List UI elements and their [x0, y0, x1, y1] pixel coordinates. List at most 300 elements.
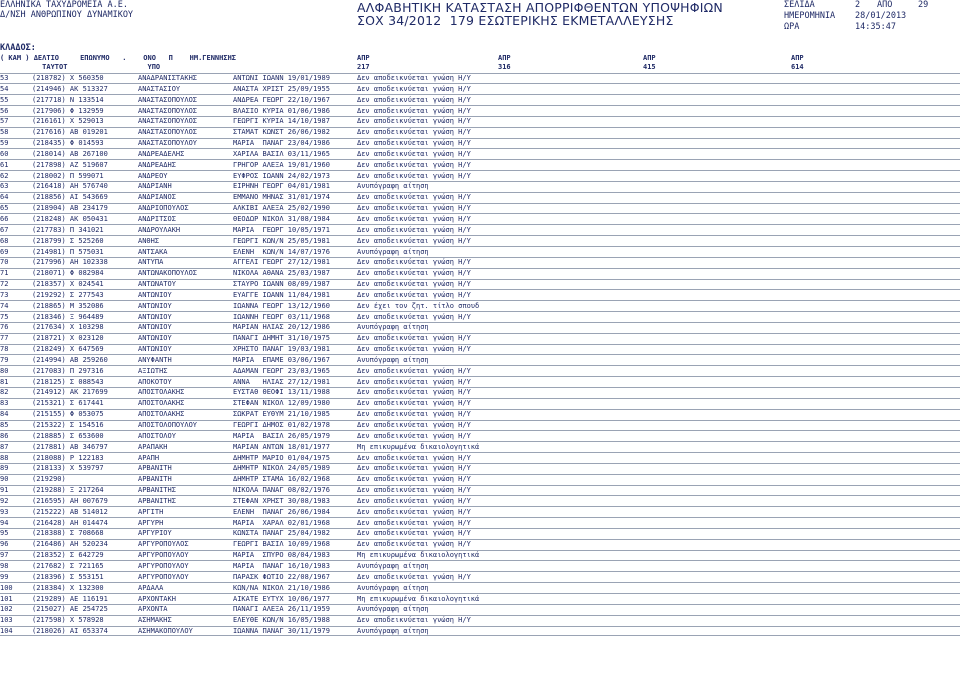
row-name: ΕΥΣΤΑΘ ΘΕΟΦΙ 13/11/1988: [233, 388, 330, 397]
row-number: 102: [0, 605, 13, 614]
row-reason: Ανυπόγραφη αίτηση: [357, 323, 429, 332]
table-row: [0, 246, 960, 257]
row-name: ΕΙΡΗΝΗ ΓΕΩΡΓ 04/01/1981: [233, 182, 330, 191]
row-number: 63: [0, 182, 9, 191]
apr-value-4: 614: [791, 63, 804, 71]
table-row: [0, 192, 960, 203]
row-name: ΜΑΡΙΑ ΧΑΡΑΛ 02/01/1968: [233, 518, 330, 527]
row-reason: Δεν αποδεικνύεται γνώση Η/Υ: [357, 464, 471, 473]
table-row: [0, 148, 960, 159]
row-id: (218435) Φ 014593: [32, 139, 104, 148]
row-name: ΑΝΤΩΝΙ ΙΩΑΝΝ 19/01/1989: [233, 74, 330, 82]
row-name: ΝΙΚΟΛΑ ΑΘΑΝΑ 25/03/1987: [233, 269, 330, 278]
table-row: [0, 300, 960, 311]
row-name: ΜΑΡΙΑ ΓΕΩΡΓ 10/05/1971: [233, 225, 330, 234]
table-row: [0, 398, 960, 409]
row-id: (218133) Χ 539797: [32, 464, 104, 473]
row-number: 95: [0, 529, 9, 538]
row-surname: ΑΡΓΙΤΗ: [138, 507, 164, 516]
row-surname: ΑΡΓΥΡΟΠΟΥΛΟΥ: [138, 572, 189, 581]
row-id: (214912) ΑΚ 217699: [32, 388, 108, 397]
row-reason: Δεν αποδεικνύεται γνώση Η/Υ: [357, 171, 471, 180]
row-number: 103: [0, 616, 13, 625]
row-surname: ΑΡΑΠΗ: [138, 453, 160, 462]
row-id: (217634) Χ 103298: [32, 323, 104, 332]
row-surname: ΑΝΔΡΙΟΠΟΥΛΟΣ: [138, 204, 189, 213]
row-reason: Δεν αποδεικνύεται γνώση Η/Υ: [357, 236, 471, 245]
row-id: (218014) ΑΒ 267100: [32, 149, 108, 158]
row-surname: ΑΝΤΥΠΑ: [138, 258, 164, 267]
row-surname: ΑΝΑΔΡΑΝΙΣΤΑΚΗΣ: [138, 74, 198, 82]
page-number: 2: [855, 0, 861, 10]
row-number: 98: [0, 561, 9, 570]
row-surname: ΑΠΟΣΤΟΛΑΚΗΣ: [138, 399, 185, 408]
table-row: [0, 604, 960, 615]
table-row: [0, 224, 960, 235]
row-name: ΚΩΝ/ΝΑ ΝΙΚΟΛ 21/10/1986: [233, 583, 330, 592]
org-department: Δ/ΝΣΗ ΑΝΘΡΩΠΙΝΟΥ ΔΥΝΑΜΙΚΟΥ: [0, 10, 134, 20]
row-surname: ΑΡΑΠΑΚΗ: [138, 442, 168, 451]
row-reason: Δεν αποδεικνύεται γνώση Η/Υ: [357, 496, 471, 505]
row-reason: Δεν αποδεικνύεται γνώση Η/Υ: [357, 128, 471, 137]
row-name: ΑΝΔΡΕΑ ΓΕΩΡΓ 22/10/1967: [233, 95, 330, 104]
table-row: [0, 485, 960, 496]
row-name: ΜΑΡΙΑΝ ΑΝΤΩΝ 18/01/1977: [233, 442, 330, 451]
row-number: 64: [0, 193, 9, 202]
report-title: ΑΛΦΑΒΗΤΙΚΗ ΚΑΤΑΣΤΑΣΗ ΑΠΟΡΡΙΦΘΕΝΤΩΝ ΥΠΟΨΗΦΙΩΝ: [357, 0, 723, 15]
row-reason: Δεν αποδεικνύεται γνώση Η/Υ: [357, 475, 471, 484]
row-id: (218071) Φ 082984: [32, 269, 104, 278]
row-name: ΠΑΡΑΣΚ ΦΩΤΙΟ 22/08/1967: [233, 572, 330, 581]
table-row: [0, 138, 960, 149]
row-reason: Ανυπόγραφη αίτηση: [357, 627, 429, 636]
row-id: (215027) ΑΕ 254725: [32, 605, 108, 614]
row-surname: ΑΝΤΩΝΑΤΟΥ: [138, 280, 176, 289]
row-surname: ΑΡΧΟΝΤΑ: [138, 605, 168, 614]
row-reason: Δεν αποδεικνύεται γνώση Η/Υ: [357, 225, 471, 234]
table-row: [0, 593, 960, 604]
table-row: [0, 376, 960, 387]
row-id: (216161) Χ 529013: [32, 117, 104, 126]
row-number: 72: [0, 280, 9, 289]
row-surname: ΑΠΟΣΤΟΛΟΠΟΥΛΟΥ: [138, 421, 198, 429]
row-reason: Δεν αποδεικνύεται γνώση Η/Υ: [357, 616, 471, 625]
table-row: [0, 127, 960, 138]
row-name: ΕΛΕΝΗ ΚΩΝ/Ν 14/07/1976: [233, 247, 330, 256]
row-reason: Δεν αποδεικνύεται γνώση Η/Υ: [357, 366, 471, 375]
table-row: [0, 257, 960, 268]
row-id: (218782) Χ 560350: [32, 74, 104, 82]
row-reason: Δεν αποδεικνύεται γνώση Η/Υ: [357, 486, 471, 495]
row-id: (214994) ΑΒ 259260: [32, 355, 108, 364]
row-surname: ΑΝΔΡΕΑΔΕΛΗΣ: [138, 149, 185, 158]
row-name: ΓΕΩΡΓΙ ΔΗΜΟΣ 01/02/1978: [233, 421, 330, 429]
row-number: 60: [0, 149, 9, 158]
apr-value-1: 217: [357, 63, 370, 71]
row-surname: ΑΡΓΥΡΙΟΥ: [138, 529, 172, 538]
row-name: ΜΑΡΙΑ ΒΑΣΙΛ 26/05/1979: [233, 431, 330, 440]
table-row: [0, 105, 960, 116]
row-number: 76: [0, 323, 9, 332]
row-surname: ΑΠΟΣΤΟΛΑΚΗΣ: [138, 388, 185, 397]
page-of-label: ΑΠΟ: [877, 0, 893, 10]
row-reason: Δεν αποδεικνύεται γνώση Η/Υ: [357, 193, 471, 202]
row-number: 68: [0, 236, 9, 245]
row-name: ΕΥΑΓΓΕ ΙΩΑΝΝ 11/04/1981: [233, 290, 330, 299]
table-row: [0, 354, 960, 365]
row-surname: ΑΡΓΥΡΟΠΟΥΛΟΣ: [138, 540, 189, 549]
row-name: ΑΝΝΑ ΗΛΙΑΣ 27/12/1981: [233, 377, 330, 386]
row-surname: ΑΝΔΡΟΥΛΑΚΗ: [138, 225, 181, 234]
time-label: ΩΡΑ: [784, 22, 800, 32]
row-name: ΑΔΑΜΑΝ ΓΕΩΡΓ 23/03/1965: [233, 366, 330, 375]
row-reason: Μη επικυρωμένα δικαιολογητικά: [357, 594, 480, 603]
row-name: ΙΩΑΝΝΑ ΠΑΝΑΓ 30/11/1979: [233, 627, 330, 636]
table-row: [0, 626, 960, 637]
row-number: 80: [0, 366, 9, 375]
row-number: 77: [0, 334, 9, 343]
row-name: ΔΗΜΗΤΡ ΜΑΡΙΟ 01/04/1975: [233, 453, 330, 462]
row-reason: Δεν αποδεικνύεται γνώση Η/Υ: [357, 377, 471, 386]
row-number: 87: [0, 442, 9, 451]
row-number: 91: [0, 486, 9, 495]
row-number: 84: [0, 410, 9, 419]
row-number: 79: [0, 355, 9, 364]
row-reason: Δεν αποδεικνύεται γνώση Η/Υ: [357, 388, 471, 397]
row-name: ΣΤΑΥΡΟ ΙΩΑΝΝ 08/09/1987: [233, 280, 330, 289]
row-number: 69: [0, 247, 9, 256]
table-row: [0, 344, 960, 355]
row-number: 67: [0, 225, 9, 234]
row-number: 82: [0, 388, 9, 397]
table-row: [0, 560, 960, 571]
table-row: [0, 94, 960, 105]
row-id: (219288) Ξ 217264: [32, 486, 104, 495]
row-number: 88: [0, 453, 9, 462]
row-surname: ΑΡΔΑΛΑ: [138, 583, 164, 592]
row-name: ΣΤΕΦΑΝ ΧΡΗΣΤ 30/08/1983: [233, 496, 330, 505]
row-surname: ΑΡΒΑΝΙΤΗΣ: [138, 486, 176, 495]
row-number: 71: [0, 269, 9, 278]
row-surname: ΑΣΗΜΑΚΗΣ: [138, 616, 172, 625]
row-reason: Δεν αποδεικνύεται γνώση Η/Υ: [357, 345, 471, 354]
row-name: ΒΛΑΣΙΟ ΚΥΡΙΑ 01/06/1986: [233, 106, 330, 115]
report-date: 28/01/2013: [855, 11, 907, 21]
row-reason: Δεν αποδεικνύεται γνώση Η/Υ: [357, 410, 471, 419]
row-surname: ΑΡΧΟΝΤΑΚΗ: [138, 594, 176, 603]
apr-header-1: ΑΠΡ: [357, 54, 370, 62]
row-reason: Δεν αποδεικνύεται γνώση Η/Υ: [357, 421, 471, 429]
row-number: 59: [0, 139, 9, 148]
row-name: ΜΑΡΙΑ ΕΠΑΜΕ 03/06/1967: [233, 355, 330, 364]
row-id: (215322) Σ 154516: [32, 421, 104, 429]
row-id: (216418) ΑΗ 576740: [32, 182, 108, 191]
row-number: 94: [0, 518, 9, 527]
row-surname: ΑΝΔΡΙΑΝΟΣ: [138, 193, 176, 202]
row-name: ΜΑΡΙΑ ΠΑΝΑΓ 16/10/1983: [233, 561, 330, 570]
row-number: 85: [0, 421, 9, 429]
table-row: [0, 474, 960, 485]
row-surname: ΑΡΓΥΡΟΠΟΥΛΟΥ: [138, 551, 189, 560]
row-surname: ΑΝΔΡΙΑΝΗ: [138, 182, 172, 191]
table-row: [0, 506, 960, 517]
table-row: [0, 159, 960, 170]
row-surname: ΑΝΤΩΝΑΚΟΠΟΥΛΟΣ: [138, 269, 198, 278]
row-reason: Δεν αποδεικνύεται γνώση Η/Υ: [357, 74, 471, 82]
klados-label: ΚΛΑΔΟΣ:: [0, 43, 36, 53]
row-number: 93: [0, 507, 9, 516]
row-number: 54: [0, 84, 9, 93]
table-row: [0, 430, 960, 441]
table-row: [0, 550, 960, 561]
row-number: 70: [0, 258, 9, 267]
row-surname: ΑΝΔΡΕΟΥ: [138, 171, 168, 180]
table-row: [0, 615, 960, 626]
row-id: (219290): [32, 475, 66, 484]
row-reason: Δεν έχει τον ζητ. τίτλο σπουδ: [357, 301, 480, 310]
page-label: ΣΕΛΙΔΑ: [784, 0, 815, 10]
row-number: 65: [0, 204, 9, 213]
row-number: 90: [0, 475, 9, 484]
row-number: 99: [0, 572, 9, 581]
table-row: [0, 116, 960, 127]
table-row: [0, 517, 960, 528]
row-reason: Δεν αποδεικνύεται γνώση Η/Υ: [357, 529, 471, 538]
table-row: [0, 181, 960, 192]
row-surname: ΑΝΤΩΝΙΟΥ: [138, 290, 172, 299]
row-id: (218865) Μ 352086: [32, 301, 104, 310]
row-surname: ΑΠΟΣΤΟΛΑΚΗΣ: [138, 410, 185, 419]
row-surname: ΑΝΑΣΤΑΣΟΠΟΥΛΟΥ: [138, 139, 198, 148]
row-id: (215155) Φ 053075: [32, 410, 104, 419]
row-surname: ΑΠΟΣΤΟΛΟΥ: [138, 431, 176, 440]
row-number: 100: [0, 583, 13, 592]
row-id: (215321) Σ 617441: [32, 399, 104, 408]
table-row: [0, 235, 960, 246]
row-name: ΕΛΕΥΘΕ ΚΩΝ/Ν 16/05/1988: [233, 616, 330, 625]
report-subtitle: ΣΟΧ 34/2012 179 ΕΣΩΤΕΡΙΚΗΣ ΕΚΜΕΤΑΛΛΕΥΣΗΣ: [357, 13, 674, 28]
row-id: (218249) Χ 647569: [32, 345, 104, 354]
row-reason: Ανυπόγραφη αίτηση: [357, 247, 429, 256]
row-name: ΓΡΗΓΟΡ ΑΛΕΞΑ 19/01/1960: [233, 160, 330, 169]
row-id: (218721) Χ 023120: [32, 334, 104, 343]
row-reason: Δεν αποδεικνύεται γνώση Η/Υ: [357, 106, 471, 115]
row-name: ΣΤΑΜΑΤ ΚΩΝΣΤ 26/06/1982: [233, 128, 330, 137]
apr-value-2: 316: [498, 63, 511, 71]
row-reason: Δεν αποδεικνύεται γνώση Η/Υ: [357, 431, 471, 440]
row-reason: Δεν αποδεικνύεται γνώση Η/Υ: [357, 540, 471, 549]
table-row: [0, 83, 960, 94]
row-reason: Δεν αποδεικνύεται γνώση Η/Υ: [357, 269, 471, 278]
row-id: (217906) Φ 132959: [32, 106, 104, 115]
table-row: [0, 322, 960, 333]
row-number: 97: [0, 551, 9, 560]
row-surname: ΑΠΟΚΟΤΟΥ: [138, 377, 172, 386]
table-row: [0, 203, 960, 214]
row-id: (218856) ΑΙ 543669: [32, 193, 108, 202]
applicant-list: [0, 73, 960, 637]
row-id: (218799) Σ 525260: [32, 236, 104, 245]
row-id: (217718) Ν 133514: [32, 95, 104, 104]
row-number: 66: [0, 214, 9, 223]
row-surname: ΑΝΘΗΣ: [138, 236, 160, 245]
row-name: ΑΛΚΙΒΙ ΑΛΕΞΑ 25/02/1990: [233, 204, 330, 213]
row-id: (214946) ΑΚ 513327: [32, 84, 108, 93]
row-surname: ΑΝΥΦΑΝΤΗ: [138, 355, 172, 364]
row-name: ΙΩΑΝΝΑ ΓΕΩΡΓ 13/12/1960: [233, 301, 330, 310]
row-reason: Ανυπόγραφη αίτηση: [357, 583, 429, 592]
table-row: [0, 213, 960, 224]
row-id: (216428) ΑΗ 014474: [32, 518, 108, 527]
row-reason: Δεν αποδεικνύεται γνώση Η/Υ: [357, 149, 471, 158]
row-name: ΙΩΑΝΝΗ ΓΕΩΡΓ 03/11/1968: [233, 312, 330, 321]
row-id: (217996) ΑΗ 102338: [32, 258, 108, 267]
row-name: ΜΑΡΙΑ ΠΑΝΑΓ 23/04/1986: [233, 139, 330, 148]
row-number: 61: [0, 160, 9, 169]
row-reason: Δεν αποδεικνύεται γνώση Η/Υ: [357, 95, 471, 104]
row-reason: Δεν αποδεικνύεται γνώση Η/Υ: [357, 258, 471, 267]
row-id: (218002) Π 599071: [32, 171, 104, 180]
row-surname: ΑΝΑΣΤΑΣΙΟΥ: [138, 84, 181, 93]
row-id: (214981) Π 575031: [32, 247, 104, 256]
table-row: [0, 420, 960, 431]
row-id: (218088) Ρ 122183: [32, 453, 104, 462]
table-row: [0, 279, 960, 290]
row-surname: ΑΣΗΜΑΚΟΠΟΥΛΟΥ: [138, 627, 193, 636]
table-row: [0, 582, 960, 593]
table-row: [0, 170, 960, 181]
row-id: (218026) ΑΙ 653374: [32, 627, 108, 636]
row-id: (217898) ΑΖ 519607: [32, 160, 108, 169]
row-number: 96: [0, 540, 9, 549]
table-row: [0, 571, 960, 582]
row-id: (219289) ΑΕ 116191: [32, 594, 108, 603]
row-name: ΕΜΜΑΝΟ ΜΗΝΑΣ 31/01/1974: [233, 193, 330, 202]
row-id: (218125) Σ 088543: [32, 377, 104, 386]
row-surname: ΑΞΙΩΤΗΣ: [138, 366, 168, 375]
row-id: (217783) Π 341021: [32, 225, 104, 234]
row-reason: Δεν αποδεικνύεται γνώση Η/Υ: [357, 290, 471, 299]
row-id: (218248) ΑΚ 050431: [32, 214, 108, 223]
row-number: 74: [0, 301, 9, 310]
row-number: 101: [0, 594, 13, 603]
row-reason: Μη επικυρωμένα δικαιολογητικά: [357, 442, 480, 451]
row-id: (217682) Σ 721165: [32, 561, 104, 570]
row-id: (216595) ΑΗ 007679: [32, 496, 108, 505]
table-row: [0, 268, 960, 279]
row-name: ΕΛΕΝΗ ΠΑΝΑΓ 26/06/1984: [233, 507, 330, 516]
row-number: 78: [0, 345, 9, 354]
row-name: ΕΥΦΡΟΣ ΙΩΑΝΝ 24/02/1973: [233, 171, 330, 180]
row-name: ΑΓΓΕΛΙ ΓΕΩΡΓ 27/12/1981: [233, 258, 330, 267]
row-number: 104: [0, 627, 13, 636]
row-reason: Δεν αποδεικνύεται γνώση Η/Υ: [357, 280, 471, 289]
row-number: 73: [0, 290, 9, 299]
row-number: 62: [0, 171, 9, 180]
row-surname: ΑΡΒΑΝΙΤΗΣ: [138, 496, 176, 505]
row-surname: ΑΝΤΩΝΙΟΥ: [138, 323, 172, 332]
column-header-line1: ( ΚΑΜ ) ΔΕΛΤΙΟ ΕΠΩΝΥΜΟ . ΟΝΟ Π ΗΜ.ΓΕΝΝΗΣΗΣ: [0, 54, 237, 62]
row-name: ΜΑΡΙΑ ΣΠΥΡΟ 08/04/1983: [233, 551, 330, 560]
row-reason: Ανυπόγραφη αίτηση: [357, 182, 429, 191]
row-name: ΘΕΟΔΩΡ ΝΙΚΟΛ 31/08/1984: [233, 214, 330, 223]
table-row: [0, 409, 960, 420]
row-id: (218346) Ξ 964489: [32, 312, 104, 321]
row-number: 56: [0, 106, 9, 115]
table-row: [0, 333, 960, 344]
table-row: [0, 387, 960, 398]
row-id: (217598) Χ 578928: [32, 616, 104, 625]
row-name: ΣΤΕΦΑΝ ΝΙΚΟΛ 12/09/1980: [233, 399, 330, 408]
row-id: (217881) ΑΒ 346797: [32, 442, 108, 451]
row-name: ΧΑΡΙΛΑ ΒΑΣΙΛ 03/11/1965: [233, 149, 330, 158]
row-name: ΓΕΩΡΓΙ ΚΥΡΙΑ 14/10/1987: [233, 117, 330, 126]
row-name: ΜΑΡΙΑΝ ΗΛΙΑΣ 20/12/1986: [233, 323, 330, 332]
row-reason: Δεν αποδεικνύεται γνώση Η/Υ: [357, 399, 471, 408]
row-surname: ΑΡΒΑΝΙΤΗ: [138, 464, 172, 473]
row-name: ΠΑΝΑΓΙ ΔΗΜΗΤ 31/10/1975: [233, 334, 330, 343]
row-number: 81: [0, 377, 9, 386]
row-reason: Δεν αποδεικνύεται γνώση Η/Υ: [357, 507, 471, 516]
row-surname: ΑΝΔΡΕΑΔΗΣ: [138, 160, 176, 169]
row-surname: ΑΝΑΣΤΑΣΟΠΟΥΛΟΣ: [138, 128, 198, 137]
row-reason: Ανυπόγραφη αίτηση: [357, 605, 429, 614]
row-reason: Δεν αποδεικνύεται γνώση Η/Υ: [357, 312, 471, 321]
row-reason: Δεν αποδεικνύεται γνώση Η/Υ: [357, 572, 471, 581]
row-name: ΣΩΚΡΑΤ ΕΥΘΥΜ 21/10/1985: [233, 410, 330, 419]
report-time: 14:35:47: [855, 22, 896, 32]
table-row: [0, 365, 960, 376]
row-reason: Δεν αποδεικνύεται γνώση Η/Υ: [357, 204, 471, 213]
row-surname: ΑΝΤΩΝΙΟΥ: [138, 301, 172, 310]
row-name: ΓΕΩΡΓΙ ΚΩΝ/Ν 25/05/1981: [233, 236, 330, 245]
apr-value-3: 415: [643, 63, 656, 71]
apr-header-2: ΑΠΡ: [498, 54, 511, 62]
row-reason: Δεν αποδεικνύεται γνώση Η/Υ: [357, 139, 471, 148]
table-row: [0, 539, 960, 550]
row-id: (218885) Σ 653600: [32, 431, 104, 440]
row-id: (219292) Σ 277543: [32, 290, 104, 299]
row-number: 89: [0, 464, 9, 473]
row-id: (218904) ΑΒ 234179: [32, 204, 108, 213]
row-reason: Δεν αποδεικνύεται γνώση Η/Υ: [357, 453, 471, 462]
table-row: [0, 311, 960, 322]
row-number: 92: [0, 496, 9, 505]
row-name: ΓΕΩΡΓΙ ΒΑΣΙΛ 10/09/1968: [233, 540, 330, 549]
row-id: (217616) ΑΒ 019201: [32, 128, 108, 137]
row-name: ΧΡΗΣΤΟ ΠΑΝΑΓ 19/03/1981: [233, 345, 330, 354]
row-id: (217083) Π 297316: [32, 366, 104, 375]
row-surname: ΑΡΓΥΡΗ: [138, 518, 164, 527]
row-name: ΑΙΚΑΤΕ ΕΥΤΥΧ 10/06/1977: [233, 594, 330, 603]
row-number: 58: [0, 128, 9, 137]
row-reason: Ανυπόγραφη αίτηση: [357, 355, 429, 364]
table-row: [0, 495, 960, 506]
row-surname: ΑΡΒΑΝΙΤΗ: [138, 475, 172, 484]
table-row: [0, 463, 960, 474]
row-reason: Δεν αποδεικνύεται γνώση Η/Υ: [357, 84, 471, 93]
table-row: [0, 441, 960, 452]
row-reason: Δεν αποδεικνύεται γνώση Η/Υ: [357, 334, 471, 343]
date-label: ΗΜΕΡΟΜΗΝΙΑ: [784, 11, 836, 21]
row-name: ΔΗΜΗΤΡ ΝΙΚΟΛ 24/05/1989: [233, 464, 330, 473]
row-id: (218384) Χ 132300: [32, 583, 104, 592]
row-surname: ΑΝΑΣΤΑΣΟΠΟΥΛΟΣ: [138, 117, 198, 126]
row-number: 53: [0, 74, 9, 82]
row-reason: Δεν αποδεικνύεται γνώση Η/Υ: [357, 518, 471, 527]
row-surname: ΑΝΤΩΝΙΟΥ: [138, 334, 172, 343]
table-row: [0, 289, 960, 300]
